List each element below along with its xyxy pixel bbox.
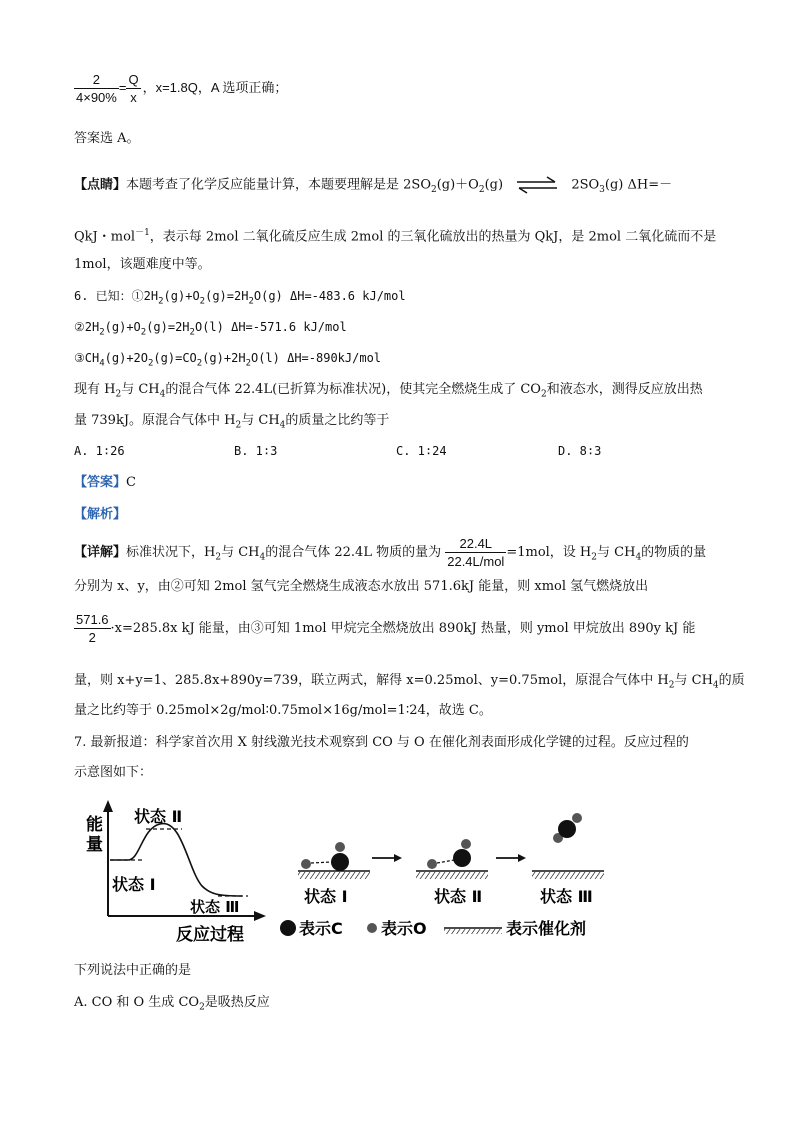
option-d: D. 8∶3 (558, 444, 602, 458)
dianjing-line1: 【点睛】本题考查了化学反应能量计算，本题要理解是是 $2SO_2(g)+O_2(g)$ $2SO_3(g)$ ΔH=－ (74, 177, 673, 196)
q7-line3: 下列说法中正确的是 (74, 963, 192, 978)
carbon-atom-icon (280, 920, 296, 936)
option-a: A. 1∶26 (74, 444, 125, 458)
equation-line: $\frac{2}{4\times 90\%}$ = $\frac{Q}{x}$ ，x=1.8Q，A 选项正确； (76, 72, 288, 105)
carbon-atom-icon (453, 849, 471, 867)
fraction: $\frac{22.4L}{\text{22.4L/mol}}$ (447, 536, 505, 569)
oxygen-atom-icon (367, 923, 377, 933)
y-axis-label: 量 (86, 835, 103, 855)
catalyst-surface (416, 871, 488, 879)
fraction: $\frac{Q}{x}$ (128, 72, 139, 105)
dianjing-line3: 1mol，该题难度中等。 (74, 257, 211, 272)
carbon-atom-icon (331, 853, 349, 871)
dianjing-line2: QkJ・mol$^{-1}$，表示每 2mol 二氧化硫反应生成 2mol 的三氧化硫放出的热量为 QkJ，是 2mol 二氧化硫而不是 (74, 228, 717, 245)
option-c: C. 1∶24 (396, 444, 447, 458)
state-2-label: 状态 Ⅱ (134, 807, 183, 826)
xiangjie-line3: $\frac{571.6}{2}$ ·x=285.8x kJ 能量，由③可知 1mol 甲烷完全燃烧放出 890kJ 热量，则 ymol 甲烷放出 890y kJ 能 (76, 612, 696, 645)
q6-line1: 6. 已知：$①2H_2(g)+O_2(g)=2H_2O(g)$ ΔH=-483.6 kJ/mol (74, 289, 406, 307)
state-3-label: 状态 Ⅲ (190, 898, 240, 916)
catalyst-surface (532, 871, 604, 879)
reaction-diagram (70, 800, 630, 950)
answer-line: 【答案】C (74, 475, 136, 490)
legend-oxygen: 表示O (381, 919, 427, 938)
xiangjie-line4: 量，则 x+y=1、285.8x+890y=739，联立两式，解得 x=0.25mol、y=0.75mol，原混合气体中 $H_2$与 $CH_4$的质 (74, 673, 745, 691)
state-3-caption: 状态 Ⅲ (540, 887, 593, 906)
q6-line5: 量 739kJ。原混合气体中 $H_2$与 $CH_4$的质量之比约等于 (74, 413, 390, 431)
state-1-caption: 状态 Ⅰ (304, 887, 348, 906)
state-1-label: 状态 Ⅰ (112, 875, 156, 894)
arrow-right-icon (496, 854, 526, 862)
catalyst-surface (298, 871, 370, 879)
q7-line2: 示意图如下： (74, 765, 153, 780)
fraction: $\frac{571.6}{2}$ (76, 612, 109, 645)
q6-line2: $②2H_2(g)+O_2(g)=2H_2O(l)$ ΔH=-571.6 kJ/mol (74, 320, 347, 338)
option-b: B. 1∶3 (234, 444, 278, 458)
carbon-atom-icon (558, 820, 576, 838)
bond-dash (311, 862, 332, 863)
q6-line3: $③CH_4(g)+2O_2(g)=CO_2(g)+2H_2O(l)$ ΔH=-890kJ/mol (74, 351, 382, 369)
oxygen-atom-icon (461, 839, 471, 849)
oxygen-atom-icon (427, 859, 437, 869)
answer-a: 答案选 A。 (74, 131, 140, 146)
q6-line4: 现有 $H_2$与 $CH_4$的混合气体 22.4L(已折算为标准状况)，使其完全燃烧生成了 $CO_2$和液态水，测得反应放出热 (74, 382, 703, 400)
oxygen-atom-icon (301, 859, 311, 869)
y-axis-label: 能 (86, 815, 103, 835)
oxygen-atom-icon (572, 813, 582, 823)
x-axis-label: 反应过程 (176, 925, 244, 945)
bond-dash (437, 860, 454, 863)
state-2-caption: 状态 Ⅱ (434, 887, 483, 906)
xiangjie-line1: 【详解】标准状况下，$H_2$与 $CH_4$的混合气体 22.4L 物质的量为 $\frac{22.4L}{\text{22.4L/mol}}$ =1mol，设 $H_2$与 $CH_4$的物质的量 (74, 536, 707, 569)
legend-carbon: 表示C (299, 919, 343, 938)
fraction: $\frac{2}{4\times 90\%}$ (76, 72, 117, 105)
arrow-right-icon (372, 854, 402, 862)
xiangjie-line2: 分别为 x、y，由②可知 2mol 氢气完全燃烧生成液态水放出 571.6kJ 能量，则 xmol 氢气燃烧放出 (74, 579, 649, 594)
q7-option-a: A. CO 和 O 生成 $CO_2$是吸热反应 (74, 995, 270, 1013)
oxygen-atom-icon (335, 842, 345, 852)
catalyst-legend-icon (444, 928, 502, 934)
q7-line1: 7. 最新报道：科学家首次用 X 射线激光技术观察到 CO 与 O 在催化剂表面形成化学键的过程。反应过程的 (74, 735, 689, 750)
equilibrium-arrow-icon (515, 176, 559, 194)
legend-catalyst: 表示催化剂 (506, 919, 587, 938)
xiangjie-line5: 量之比约等于 0.25mol×2g/mol∶0.75mol×16g/mol=1∶24，故选 C。 (74, 703, 492, 718)
jiexi-tag: 【解析】 (74, 507, 127, 522)
